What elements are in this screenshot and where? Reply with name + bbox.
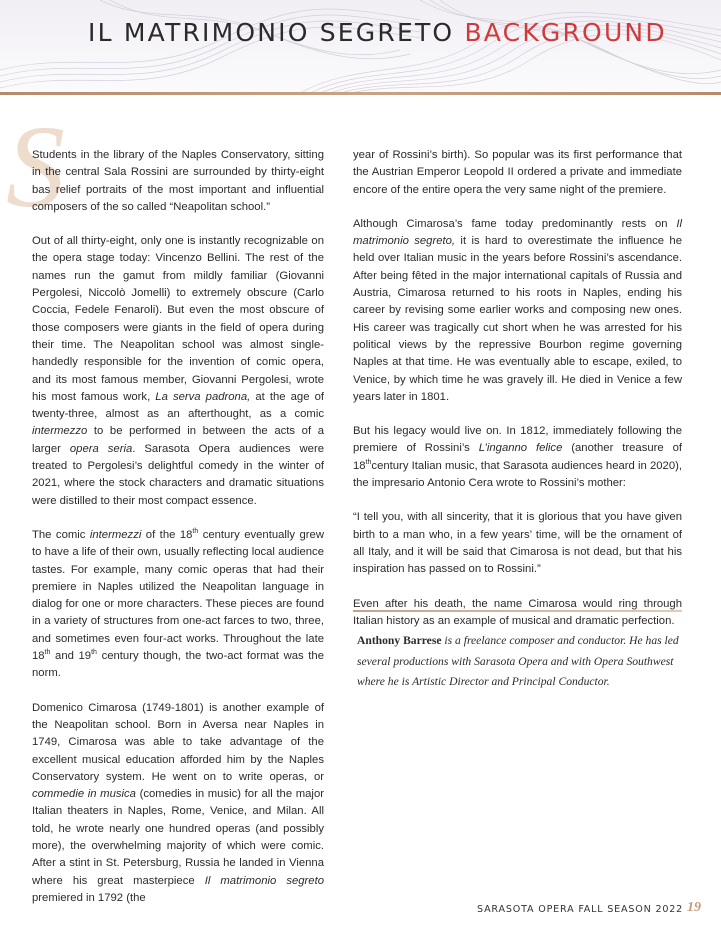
quote-paragraph: “I tell you, with all sincerity, that it is glorious that you have given birth to a man who, in a few years’ time, will be the ornament of all Italy, and it will be said that Cimarosa is not dead, but that his inspiration has passed on to Rossini.” xyxy=(353,511,682,576)
paragraph-2: Out of all thirty-eight, only one is instantly recognizable on the opera stage today: Vincenzo Bellini. The rest of the names run the gamut from mildly familiar (Giovanni Pergolesi, Niccolò Jomelli) to extremely obscure (Carlo Coccia, Fedele Fenaroli). But even the most obscure of those composers were giants in the field of opera during their time. The Neapolitan school was almost single-handedly responsible for the invention of comic opera, and its most famous member, Giovanni Pergolesi, wrote his most famous work, La serva padrona, at the age of twenty-three, almost as an afterthought, as a comic intermezzo to be performed in between the acts of a larger opera seria. Sarasota Opera audiences were treated to Pergolesi’s delightful comedy in the winter of 2021, where the stock characters and dramatic situations were distilled to their most compact essence. xyxy=(32,235,324,507)
paragraph-9: Even after his death, the name Cimarosa would ring through Italian history as an example of musical and dramatic perfection. xyxy=(353,597,682,627)
page-title-main: IL MATRIMONIO SEGRETO xyxy=(88,18,455,47)
paragraph-6: Although Cimarosa’s fame today predominantly rests on Il matrimonio segreto, it is hard to overestimate the influence he held over Italian music in the years before Rossini’s ascendance. After being fêted in the major international capitals of Russia and Austria, Cimarosa returned to his roots in Naples, ending his career by revising some earlier works and composing new ones. His career was tragically cut short when he was arrested for his political views by the repressive Bourbon regime governing Naples at that time. He was eventually able to escape, exiled, to Venice, by which time he was gravely ill. He died in Venice a few years later in 1801. xyxy=(353,217,682,403)
author-bio-text: is a freelance composer and conductor. He has led several productions with Sarasota Opera and with Opera Southwest where he is Artistic Director and Principal Conductor. xyxy=(357,634,679,688)
bio-divider xyxy=(353,610,682,612)
author-bio xyxy=(357,631,682,693)
paragraph-5: year of Rossini’s birth). So popular was its first performance that the Austrian Emperor Leopold II ordered a private and immediate encore of the entire opera the very same night of the premiere. xyxy=(353,149,682,196)
paragraph-4: Domenico Cimarosa (1749-1801) is another example of the Neapolitan school. Born in Aversa near Naples in 1749, Cimarosa was able to take advantage of the excellent musical education afforded him by the Naples Conservatory system. He went on to write operas, or commedie in musica (comedies in music) for all the major Italian theaters in Naples, Rome, Venice, and Milan. All told, he wrote nearly one hundred operas (and possibly more), the overwhelming majority of which were comic. After a stint in St. Petersburg, Russia he landed in Vienna where his great masterpiece Il matrimonio segreto premiered in 1792 (the xyxy=(32,701,325,904)
page-title-accent: BACKGROUND xyxy=(464,18,667,47)
right-column xyxy=(353,147,682,647)
paragraph-1: Students in the library of the Naples Conservatory, sitting in the central Sala Rossini are surrounded by thirty-eight bas relief portraits of the most important and influential composers of the so called “Neapolitan school.” xyxy=(32,149,324,213)
page-number: 19 xyxy=(687,900,701,915)
paragraph-3: The comic intermezzi of the 18th century eventually grew to have a life of their own, usually reflecting local audience tastes. For example, many comic operas that had their premiere in Naples utilized the Neapolitan language in dialog for one or more characters. These pieces are found in a variety of structures from one-act farces to two, three, and sometimes even four-act works. Throughout the late 18th and 19th century though, the two-act format was the norm. xyxy=(32,528,324,680)
left-column xyxy=(32,147,324,924)
paragraph-7: But his legacy would live on. In 1812, immediately following the premiere of Rossini’s L’inganno felice (another treasure of 18thcentury Italian music, that Sarasota audiences heard in 2020), the impresario Antonio Cera wrote to Rossini’s mother: xyxy=(353,425,682,490)
page-header xyxy=(0,0,721,93)
page-title xyxy=(88,18,667,47)
decorative-dropcap: S xyxy=(6,101,65,232)
footer-publication: SARASOTA OPERA FALL SEASON 2022 xyxy=(477,904,684,915)
header-divider xyxy=(0,92,721,95)
author-name: Anthony Barrese xyxy=(357,634,442,647)
